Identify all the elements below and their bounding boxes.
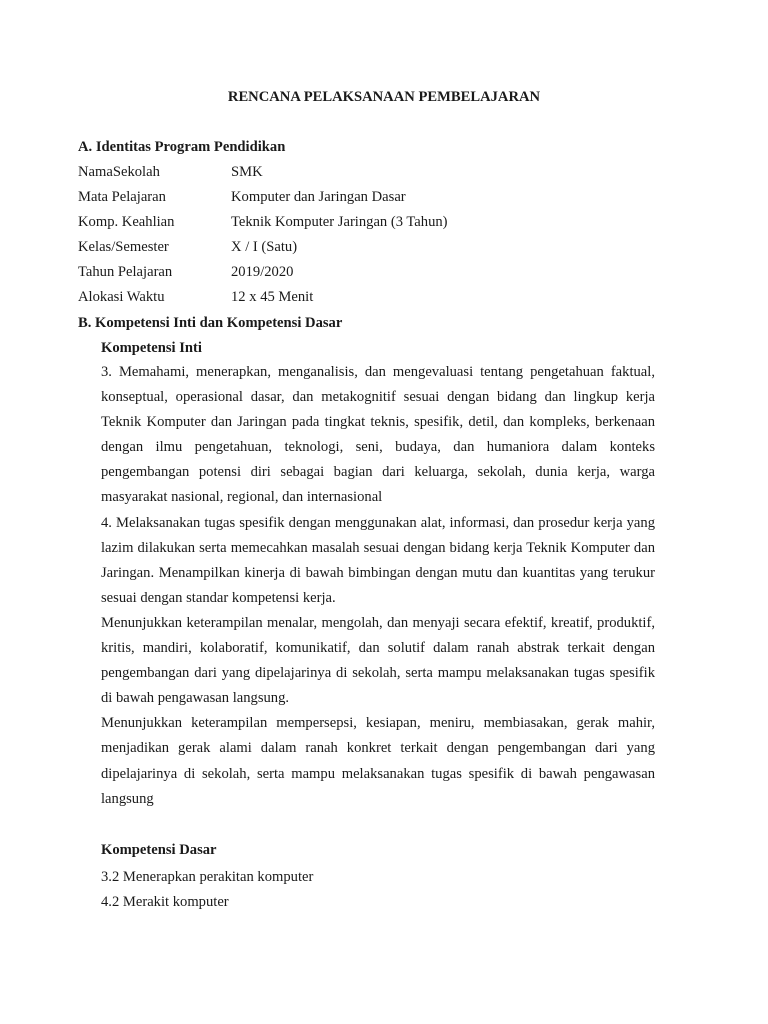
identity-value: 2019/2020 xyxy=(231,264,294,280)
identity-value: SMK xyxy=(231,164,263,180)
identity-table xyxy=(78,162,638,312)
identity-row-komp-keahlian xyxy=(78,212,638,237)
ki-paragraph-mempersepsi: Menunjukkan keterampilan mempersepsi, kesiapan, meniru, membiasakan, gerak mahir, menjadikan gerak alami dalam ranah konkret terkait dengan pengembangan dari yang dipelajarinya di sekolah, serta mampu melaksanakan tugas spesifik di bawah pengawasan langsung xyxy=(101,715,655,807)
kd-item-3-2: 3.2 Menerapkan perakitan komputer xyxy=(101,869,314,885)
identity-label: Kelas/Semester xyxy=(78,239,169,255)
identity-row-nama-sekolah xyxy=(78,162,638,187)
identity-value: Komputer dan Jaringan Dasar xyxy=(231,189,406,205)
identity-row-mata-pelajaran xyxy=(78,187,638,212)
identity-value: X / I (Satu) xyxy=(231,239,298,255)
identity-value: Teknik Komputer Jaringan (3 Tahun) xyxy=(231,214,448,230)
section-a-heading: A. Identitas Program Pendidikan xyxy=(78,139,286,155)
identity-label: Tahun Pelajaran xyxy=(78,264,173,280)
kompetensi-dasar-heading: Kompetensi Dasar xyxy=(101,842,217,858)
section-b-heading: B. Kompetensi Inti dan Kompetensi Dasar xyxy=(78,315,343,331)
ki-paragraph-3: 3. Memahami, menerapkan, menganalisis, dan mengevaluasi tentang pengetahuan faktual, konseptual, operasional dasar, dan metakognitif sesuai dengan bidang dan lingkup kerja Teknik Komputer dan Jaringan pada tingkat teknis, spesifik, detil, dan kompleks, berkenaan dengan ilmu pengetahuan, teknologi, seni, budaya, dan humaniora dalam konteks pengembangan potensi diri sebagai bagian dari keluarga, sekolah, dunia kerja, warga masyarakat nasional, regional, dan internasional xyxy=(101,364,655,506)
identity-label: Alokasi Waktu xyxy=(78,289,165,305)
identity-label: Komp. Keahlian xyxy=(78,214,175,230)
ki-paragraph-menalar: Menunjukkan keterampilan menalar, mengolah, dan menyaji secara efektif, kreatif, produktif, kritis, mandiri, kolaboratif, komunikatif, dan solutif dalam ranah abstrak terkait dengan pengembangan dari yang dipelajarinya di sekolah, serta mampu melaksanakan tugas spesifik di bawah pengawasan langsung. xyxy=(101,614,655,707)
identity-row-tahun-pelajaran xyxy=(78,262,638,287)
kompetensi-inti-body xyxy=(101,360,655,812)
identity-row-kelas-semester xyxy=(78,237,638,262)
identity-label: NamaSekolah xyxy=(78,164,160,180)
document-title: RENCANA PELAKSANAAN PEMBELAJARAN xyxy=(227,89,541,105)
ki-paragraph-4: 4. Melaksanakan tugas spesifik dengan menggunakan alat, informasi, dan prosedur kerja yang lazim dilakukan serta memecahkan masalah sesuai dengan bidang kerja Teknik Komputer dan Jaringan. Menampilkan kinerja di bawah bimbingan dengan mutu dan kuantitas yang terukur sesuai dengan standar kompetensi kerja. xyxy=(101,514,655,606)
identity-value: 12 x 45 Menit xyxy=(231,289,314,305)
kd-item-4-2: 4.2 Merakit komputer xyxy=(101,894,229,910)
identity-row-alokasi-waktu xyxy=(78,287,638,312)
identity-label: Mata Pelajaran xyxy=(78,189,166,205)
kompetensi-dasar-list xyxy=(101,865,313,915)
kompetensi-inti-heading: Kompetensi Inti xyxy=(101,340,202,356)
